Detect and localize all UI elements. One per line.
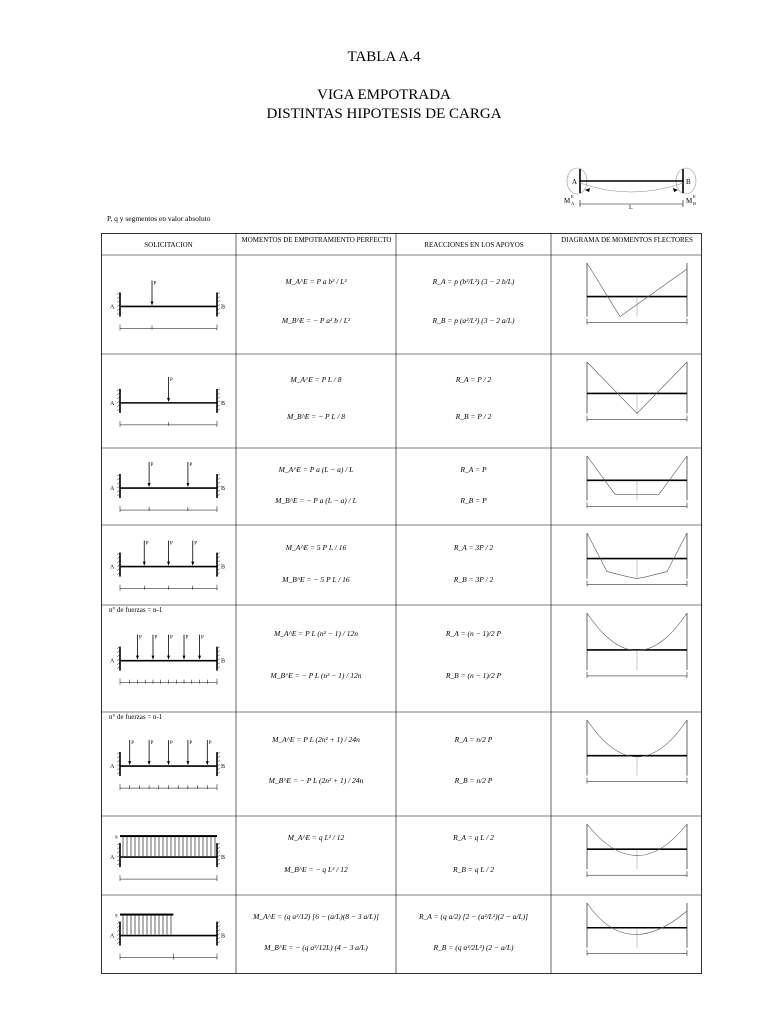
label-ma: M	[564, 197, 571, 205]
table-label: TABLA A.4	[347, 49, 421, 65]
label-support-b: B	[221, 304, 226, 311]
label-support-b: B	[221, 486, 226, 493]
moment-formula-ma: M_A^E = P L (n² − 1) / 12n	[273, 628, 358, 638]
label-support-a: A	[110, 855, 115, 862]
moment-formula-ma: M_A^E = q L² / 12	[287, 833, 345, 843]
label-support-b: B	[221, 400, 226, 407]
reaction-formula-rb: R_B = 3P / 2	[453, 574, 494, 584]
arrowhead	[143, 562, 146, 566]
arrowhead	[191, 562, 194, 566]
arrowhead	[148, 483, 151, 487]
moment-formula-mb: M_B^E = − (q a³/12L) (4 − 3 a/L)	[264, 943, 368, 953]
row-note-forces: n° de fuerzas = n-1	[109, 713, 163, 721]
label-mb-sup: E	[693, 194, 696, 199]
reaction-formula-ra: R_A = (n − 1)/2 P	[445, 628, 502, 638]
moment-formula-mb: M_B^E = − P a² b / L²	[281, 316, 351, 326]
arrowhead	[167, 656, 170, 660]
reaction-formula-rb: R_B = n/2 P	[454, 776, 493, 786]
label-p: P	[170, 377, 173, 383]
note-absolute-values: P, q y segmentos en valor absoluto	[107, 214, 211, 223]
label-support-b: B	[221, 933, 226, 940]
page-subtitle-2: DISTINTAS HIPOTESIS DE CARGA	[266, 106, 502, 122]
moment-curve	[587, 720, 687, 757]
reaction-formula-rb: R_B = P	[460, 495, 487, 505]
column-header-momentos: MOMENTOS DE EMPOTRAMIENTO PERFECTO	[241, 236, 392, 244]
reaction-formula-ra: R_A = n/2 P	[454, 734, 493, 744]
moment-formula-mb: M_B^E = − P L (n² − 1) / 12n	[270, 671, 362, 681]
arrowhead	[167, 761, 170, 765]
load-cases-table	[101, 233, 702, 974]
label-p: P	[170, 741, 173, 747]
label-support-b: B	[221, 855, 226, 862]
label-b: B	[686, 178, 691, 186]
label-support-a: A	[110, 400, 115, 407]
reaction-formula-ra: R_A = (q a/2) [2 − (a²/L²)(2 − a/L)]	[418, 912, 529, 922]
moment-formula-mb: M_B^E = − 5 P L / 16	[282, 574, 350, 584]
label-p: P	[131, 741, 134, 747]
moment-arrow-b	[673, 188, 678, 192]
row-note-forces: n° de fuerzas = n-1	[109, 606, 163, 614]
reaction-formula-ra: R_A = 3P / 2	[453, 542, 494, 552]
label-p: P	[201, 635, 204, 641]
label-a: A	[572, 178, 578, 186]
label-p: P	[170, 541, 173, 547]
moment-formula-ma: M_A^E = P a b² / L²	[285, 276, 347, 286]
column-header-diagrama: DIAGRAMA DE MOMENTOS FLECTORES	[561, 236, 693, 244]
label-support-b: B	[221, 564, 226, 571]
table-border	[102, 234, 702, 974]
reaction-formula-rb: R_B = (n − 1)/2 P	[445, 671, 502, 681]
table-grid	[101, 233, 702, 974]
distributed-load-bar	[120, 835, 217, 837]
distributed-load-bar	[120, 914, 173, 916]
reaction-formula-rb: R_B = q L / 2	[453, 864, 494, 874]
label-p: P	[138, 635, 142, 641]
arrowhead	[148, 761, 151, 765]
label-p: P	[189, 463, 193, 469]
arrowhead	[136, 656, 139, 660]
label-support-a: A	[110, 304, 115, 311]
arrowhead	[206, 761, 209, 765]
moment-curve	[587, 613, 687, 650]
page-subtitle: VIGA EMPOTRADA	[317, 87, 451, 103]
label-p: P	[150, 463, 154, 469]
label-p: P	[185, 635, 189, 641]
label-p: P	[153, 281, 157, 287]
label-support-b: B	[221, 764, 226, 771]
label-p: P	[150, 741, 154, 747]
moment-formula-ma: M_A^E = (q a²/12) [6 − (a/L)(8 − 3 a/L)]	[253, 912, 379, 922]
moment-formula-mb: M_B^E = − q L² / 12	[284, 864, 348, 874]
label-q: q	[115, 835, 118, 841]
moment-formula-mb: M_B^E = − P a (L − a) / L	[275, 495, 357, 505]
arrowhead	[151, 301, 154, 305]
label-ma-sub: A	[571, 201, 575, 206]
deflection-curve	[580, 183, 683, 192]
label-support-a: A	[110, 933, 115, 940]
moment-formula-mb: M_B^E = − P L / 8	[286, 412, 345, 422]
label-support-a: A	[110, 486, 115, 493]
label-p: P	[194, 541, 198, 547]
column-header-reacciones: REACCIONES EN LOS APOYOS	[424, 241, 524, 249]
moment-formula-ma: M_A^E = 5 P L / 16	[285, 542, 347, 552]
arrowhead	[128, 761, 131, 765]
label-q: q	[115, 913, 118, 919]
label-p: P	[189, 741, 193, 747]
moment-formula-mb: M_B^E = − P L (2n² + 1) / 24n	[268, 776, 364, 786]
arrowhead	[183, 656, 186, 660]
reaction-formula-rb: R_B = p (a²/L²) (3 − 2 a/L)	[432, 316, 515, 326]
moment-formula-ma: M_A^E = P a (L − a) / L	[278, 464, 354, 474]
arrowhead	[167, 398, 170, 402]
reaction-formula-rb: R_B = P / 2	[455, 412, 492, 422]
label-p: P	[208, 741, 212, 747]
label-support-a: A	[110, 564, 115, 571]
arrowhead	[186, 483, 189, 487]
label-support-b: B	[221, 658, 226, 665]
moment-arrow-a	[585, 188, 590, 192]
label-ma-sup: E	[571, 194, 574, 199]
moment-formula-ma: M_A^E = P L (2n² + 1) / 24n	[272, 734, 360, 744]
reaction-formula-ra: R_A = P / 2	[455, 374, 492, 384]
arrowhead	[198, 656, 201, 660]
moment-formula-ma: M_A^E = P L / 8	[290, 374, 342, 384]
label-p: P	[154, 635, 158, 641]
arrowhead	[151, 656, 154, 660]
reaction-formula-rb: R_B = (q a³/2L²) (2 − a/L)	[433, 943, 514, 953]
label-p: P	[145, 541, 149, 547]
column-header-solicitacion: SOLICITACION	[144, 241, 193, 249]
label-mb: M	[686, 197, 693, 205]
reference-diagram	[558, 163, 708, 213]
label-p: P	[170, 635, 173, 641]
reaction-formula-ra: R_A = P	[460, 464, 487, 474]
reaction-formula-ra: R_A = p (b²/L²) (3 − 2 b/L)	[432, 276, 515, 286]
reaction-formula-ra: R_A = q L / 2	[453, 833, 494, 843]
label-mb-sub: B	[693, 201, 697, 206]
label-support-a: A	[110, 658, 115, 665]
label-support-a: A	[110, 764, 115, 771]
label-l: L	[629, 205, 633, 211]
arrowhead	[186, 761, 189, 765]
arrowhead	[167, 562, 170, 566]
